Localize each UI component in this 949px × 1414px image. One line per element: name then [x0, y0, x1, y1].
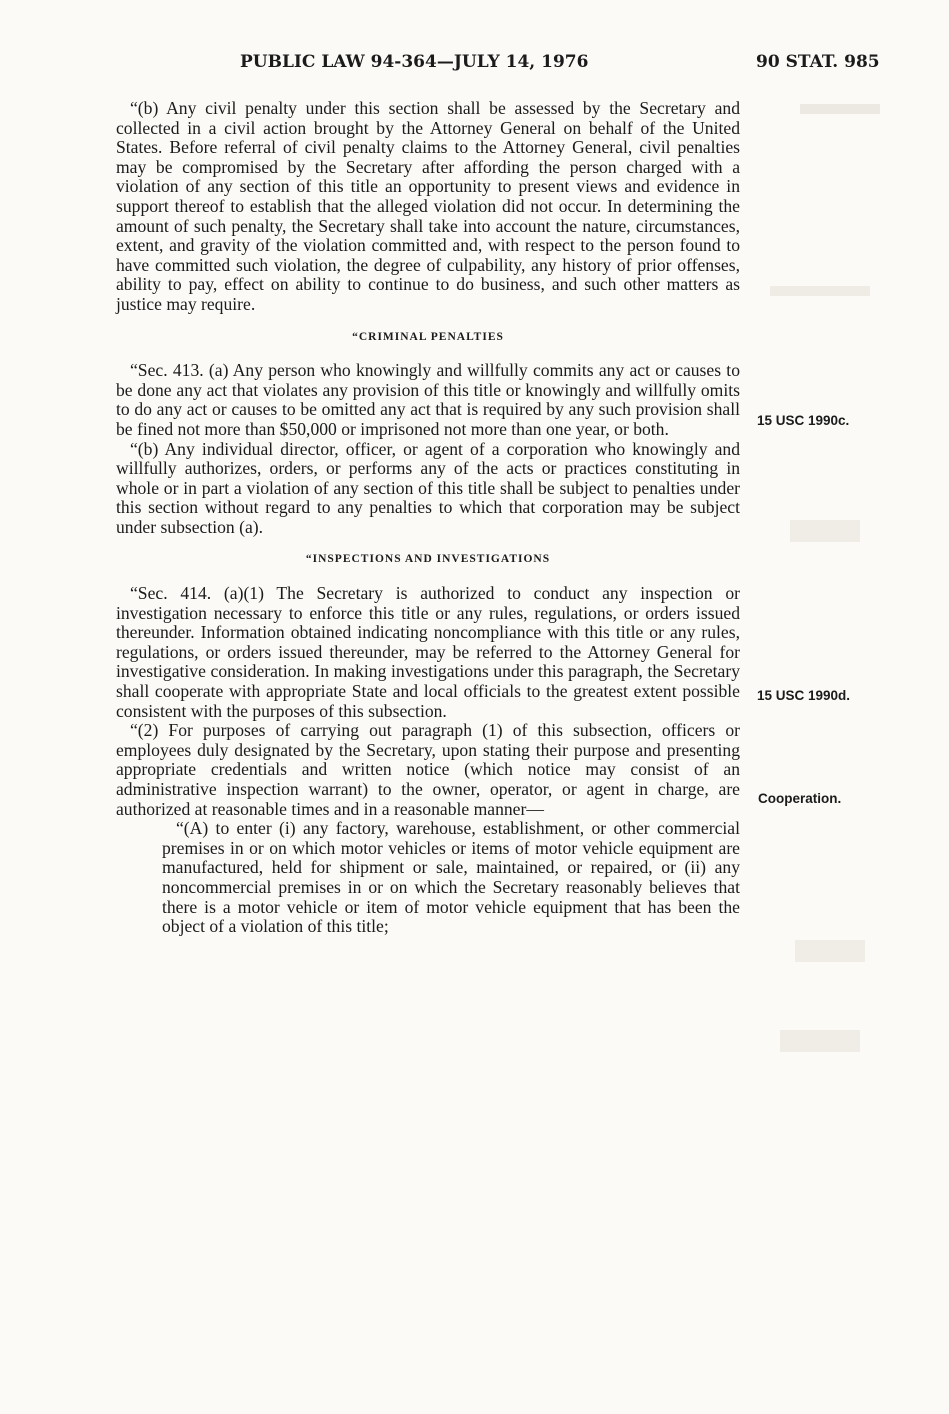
- bleed-through-mark: [790, 520, 860, 542]
- paragraph-414a2: “(2) For purposes of carrying out paragraph (1) of this subsection, officers or employees duly designated by the Secretary, upon stating their purpose and presenting appropriate credentials and written notice (which notice may consist of an administrative inspection warrant) to the owner, operator, or agent in charge, are authorized at reasonable times and in a reasonable manner—: [116, 720, 740, 819]
- paragraph-414a1: “Sec. 414. (a)(1) The Secretary is authorized to conduct any inspection or investigation necessary to enforce this title or any rules, regulations, or orders issued thereunder. Information obtained indicating noncompliance with this title or any rules, regulations, or orders issued thereunder, may be referred to the Attorney General for investigative consideration. In making investigations under this paragraph, the Secretary shall cooperate with appropriate State and local officials to the greatest extent possible consistent with the purposes of this subsection.: [116, 583, 740, 721]
- paragraph-412b: “(b) Any civil penalty under this section shall be assessed by the Secretary and collected in a civil action brought by the Attorney General on behalf of the United States. Before referral of civil penalty claims to the Attorney General, civil penalties may be compromised by the Secretary after affording the person charged with a violation of any section of this title an opportunity to present views and evidence in support thereof to establish that the alleged violation did not occur. In determining the amount of such penalty, the Secretary shall take into account the nature, circumstances, extent, and gravity of the violation committed and, with respect to the person found to have committed such violation, the degree of culpability, any history of prior offenses, ability to pay, effect on ability to continue to do business, and such other matters as justice may require.: [116, 98, 740, 314]
- heading-criminal-penalties: “CRIMINAL PENALTIES: [352, 330, 504, 343]
- paragraph-413b: “(b) Any individual director, officer, or agent of a corporation who knowingly and willfully authorizes, orders, or performs any of the acts or practices constituting in whole or in part a violation of any section of this title shall be subject to penalties under this section without regard to any penalties to which that corporation may be subject under subsection (a).: [116, 438, 740, 537]
- running-head: PUBLIC LAW 94-364—JULY 14, 1976: [240, 52, 589, 72]
- statute-page-number: 90 STAT. 985: [756, 52, 880, 72]
- margin-note-15usc1990c: 15 USC 1990c.: [757, 413, 850, 428]
- body-text: [116, 99, 740, 937]
- clause-414a2A: “(A) to enter (i) any factory, warehouse, establishment, or other commercial premises in or on which motor vehicles or items of motor vehicle equipment are manufactured, held for shipment or sale, maintained, or repaired, or (ii) any noncommercial premises in or on which the Secretary reasonably believes that there is a motor vehicle or item of motor vehicle equipment that has been the object of a violation of this title;: [162, 818, 740, 937]
- paragraph-413a: “Sec. 413. (a) Any person who knowingly and willfully commits any act or causes to be done any act that violates any provision of this title or knowingly and willfully omits to do any act or causes to be omitted any act that is required by any such provision shall be fined not more than $50,000 or imprisoned not more than one year, or both.: [116, 360, 740, 439]
- bleed-through-mark: [800, 104, 880, 114]
- margin-note-15usc1990d: 15 USC 1990d.: [757, 688, 851, 703]
- bleed-through-mark: [770, 286, 870, 296]
- margin-note-cooperation: Cooperation.: [758, 791, 842, 806]
- bleed-through-mark: [795, 940, 865, 962]
- bleed-through-mark: [780, 1030, 860, 1052]
- heading-inspections-investigations: “INSPECTIONS AND INVESTIGATIONS: [305, 553, 551, 566]
